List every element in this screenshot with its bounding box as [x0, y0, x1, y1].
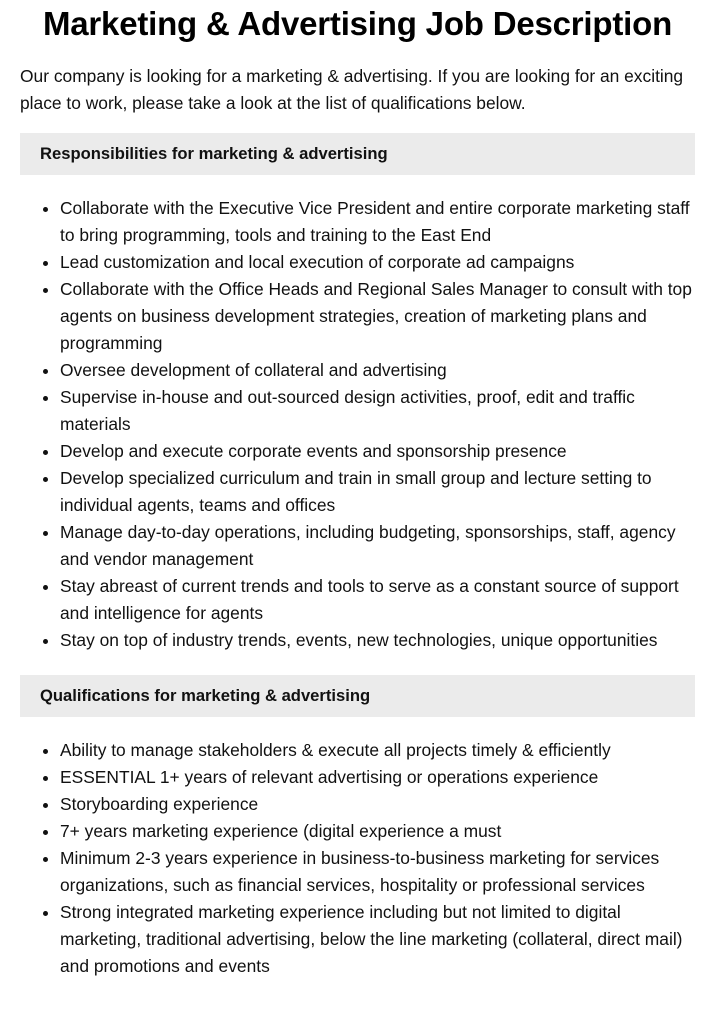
list-item: • Collaborate with the Office Heads and Regional Sales Manager to consult with top agents on business development strategies, creation of marketing plans and programming	[60, 276, 695, 357]
list-item: • Develop specialized curriculum and train in small group and lecture setting to individual agents, teams and offices	[60, 465, 695, 519]
list-item: • 7+ years marketing experience (digital experience a must	[60, 818, 695, 845]
list-item: • Ability to manage stakeholders & execute all projects timely & efficiently	[60, 737, 695, 764]
list-item: • Minimum 2-3 years experience in business-to-business marketing for services organizations, such as financial services, hospitality or professional services	[60, 845, 695, 899]
qualifications-list	[20, 737, 695, 980]
intro-paragraph: Our company is looking for a marketing & advertising. If you are looking for an exciting place to work, please take a look at the list of qualifications below.	[20, 66, 684, 113]
list-item: • Collaborate with the Executive Vice President and entire corporate marketing staff to bring programming, tools and training to the East End	[60, 195, 695, 249]
list-item: • Stay abreast of current trends and tools to serve as a constant source of support and intelligence for agents	[60, 573, 695, 627]
responsibilities-list	[20, 195, 695, 654]
list-item: • Manage day-to-day operations, including budgeting, sponsorships, staff, agency and vendor management	[60, 519, 695, 573]
list-item: • Develop and execute corporate events and sponsorship presence	[60, 438, 695, 465]
list-item: • Storyboarding experience	[60, 791, 695, 818]
responsibilities-heading: Responsibilities for marketing & advertising	[20, 133, 695, 175]
list-item: • Oversee development of collateral and advertising	[60, 357, 695, 384]
list-item: • Lead customization and local execution of corporate ad campaigns	[60, 249, 695, 276]
list-item: • Supervise in-house and out-sourced design activities, proof, edit and traffic materials	[60, 384, 695, 438]
list-item: • Stay on top of industry trends, events, new technologies, unique opportunities	[60, 627, 695, 654]
list-item: • ESSENTIAL 1+ years of relevant advertising or operations experience	[60, 764, 695, 791]
list-item: • Strong integrated marketing experience including but not limited to digital marketing, traditional advertising, below the line marketing (collateral, direct mail) and promotions and events	[60, 899, 695, 980]
qualifications-heading: Qualifications for marketing & advertising	[20, 675, 695, 717]
page-title: Marketing & Advertising Job Description	[42, 5, 673, 42]
